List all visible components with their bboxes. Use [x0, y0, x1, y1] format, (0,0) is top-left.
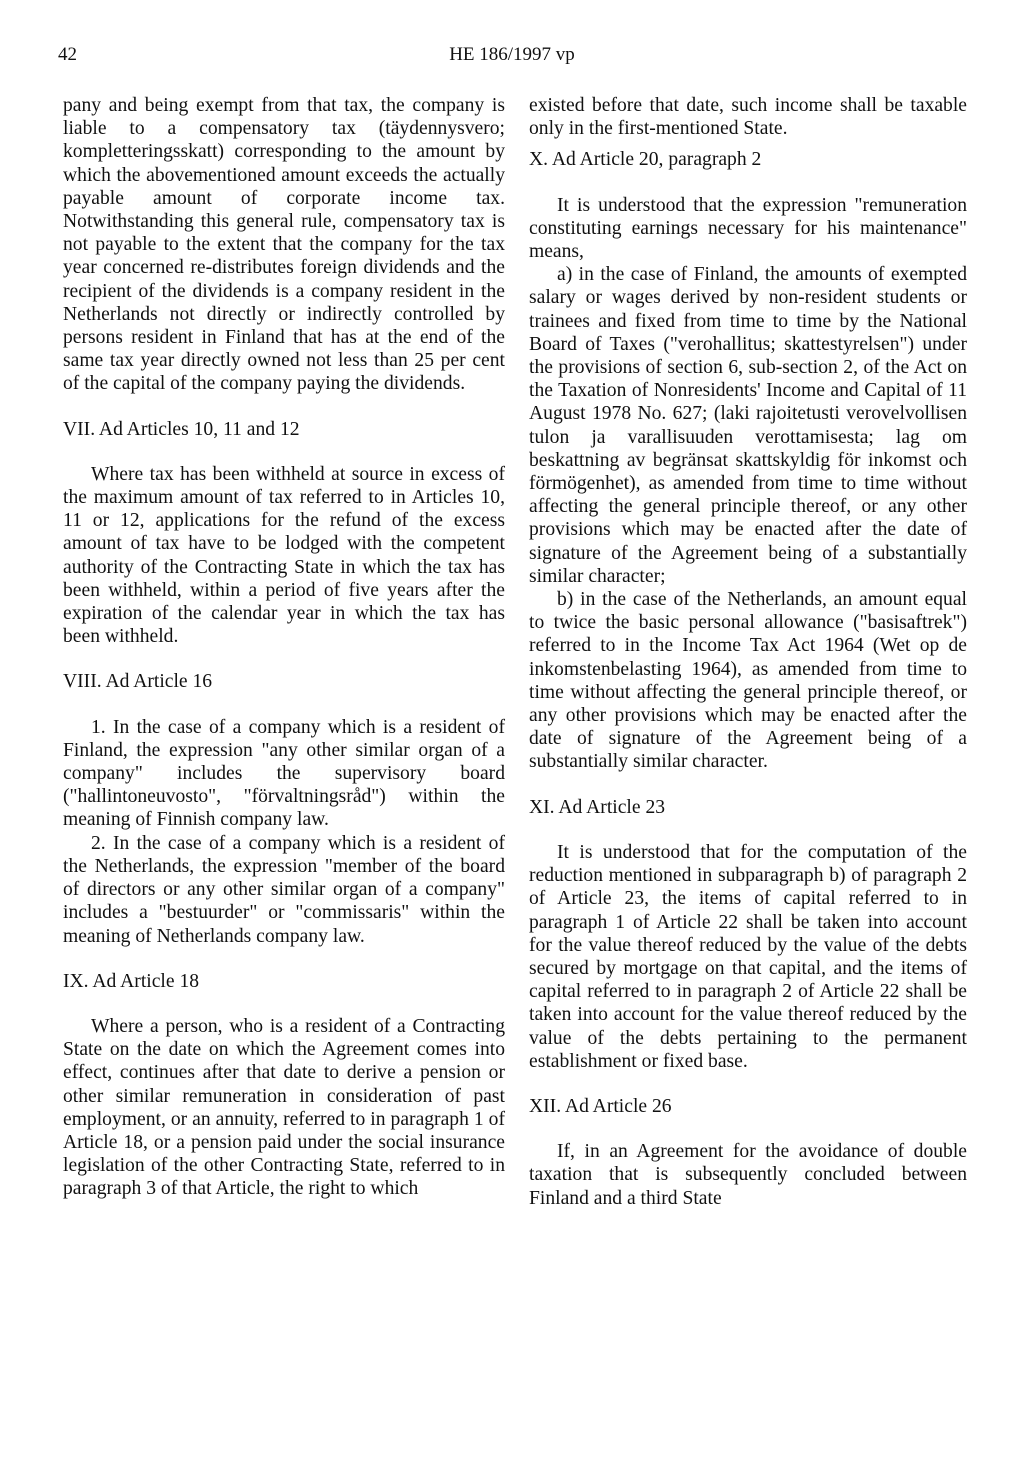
- section-heading-xi: XI. Ad Article 23: [529, 796, 666, 818]
- paragraph-vii: Where tax has been withheld at source in excess of the maximum amount of tax referred to in Articles 10, 11 or 12, applications for the refund of the excess amount of tax have to be lodged with the competent authority of the Contracting State in which the tax has been withheld, within a period of five years after the expiration of the calendar year in which the tax has been withheld.: [63, 463, 505, 648]
- section-heading-viii: VIII. Ad Article 16: [63, 671, 213, 693]
- section-heading-vii: VII. Ad Articles 10, 11 and 12: [63, 418, 300, 440]
- paragraph-x-a: a) in the case of Finland, the amounts of exempted salary or wages derived by non-resident students or trainees and fixed from time to time by the National Board of Taxes ("verohallitus; skattestyrelsen") under the provisions of section 6, sub-section 2, of the Act on the Taxation of Nonresidents' Income and Capital of 11 August 1978 No. 627; (laki rajoitetusti verovelvollisen tulon ja varallisuuden verottamisesta; lag om beskattning av begränsat skattskyldig för inkomst och förmögenhet), as amended from time to time without affecting the general principle thereof, or any other provisions which may be enacted after the date of signature of the Agreement being of a substantially similar character;: [529, 264, 967, 587]
- right-column: [529, 94, 967, 1210]
- section-heading-ix: IX. Ad Article 18: [63, 970, 200, 992]
- paragraph-compensatory-tax: pany and being exempt from that tax, the company is liable to a compensatory tax (täydennysvero; kompletteringsskatt) corresponding to the amount by which the abovementioned amount exceeds the actually payable amount of corporate income tax. Notwithstanding this general rule, compensatory tax is not payable to the extent that the company for the tax year concerned re-distributes foreign dividends and the recipient of the dividends is a company resident in the Netherlands not directly or indirectly controlled by persons resident in Finland that has at the end of the same tax year directly owned not less than 25 per cent of the capital of the company paying the dividends.: [63, 95, 505, 395]
- document-reference: HE 186/1997 vp: [449, 44, 575, 65]
- paragraph-ix: Where a person, who is a resident of a Contracting State on the date on which the Agreement comes into effect, continues after that date to derive a pension or other similar remuneration in consideration of past employment, or an annuity, referred to in paragraph 1 of Article 18, or a pension paid under the social insurance legislation of the other Contracting State, referred to in paragraph 3 of that Article, the right to which: [63, 1015, 505, 1200]
- section-heading-xii: XII. Ad Article 26: [529, 1095, 672, 1117]
- page-number: 42: [58, 44, 77, 65]
- section-heading-x: X. Ad Article 20, paragraph 2: [529, 149, 762, 171]
- paragraph-x-b: b) in the case of the Netherlands, an amount equal to twice the basic personal allowance ("basisaftrek") referred to in the Income Tax Act 1964 (Wet op de inkomstenbelasting 1964), as amended from time to time without affecting the general principle thereof, or any other provisions which may be enacted after the date of signature of the Agreement being of a substantially similar character.: [529, 589, 967, 773]
- paragraph-x: It is understood that the expression "remuneration constituting earnings necessary for his maintenance" means,: [529, 194, 967, 263]
- paragraph-viii-2: 2. In the case of a company which is a resident of the Netherlands, the expression "member of the board of directors or any other similar organ of a company" includes a "bestuurder" or "commissaris" within the meaning of Netherlands company law.: [63, 832, 505, 947]
- paragraph-xii: If, in an Agreement for the avoidance of double taxation that is subsequently concluded between Finland and a third State: [529, 1141, 967, 1209]
- paragraph-continuation: existed before that date, such income shall be taxable only in the first-mentioned State.: [529, 95, 967, 140]
- paragraph-viii-1: 1. In the case of a company which is a resident of Finland, the expression "any other similar organ of a company" includes the supervisory board ("hallintoneuvosto", "förvaltningsråd") within the meaning of Finnish company law.: [63, 716, 505, 831]
- left-column: [63, 94, 505, 1201]
- paragraph-xi: It is understood that for the computation of the reduction mentioned in subparagraph b) of paragraph 2 of Article 23, the items of capital referred to in paragraph 1 of Article 22 shall be taken into account for the value thereof reduced by the value of the debts secured by mortgage on that capital, and the items of capital referred to in paragraph 2 of Article 22 shall be taken into account for the value thereof reduced by the value of the debts pertaining to the permanent establishment or fixed base.: [529, 841, 967, 1072]
